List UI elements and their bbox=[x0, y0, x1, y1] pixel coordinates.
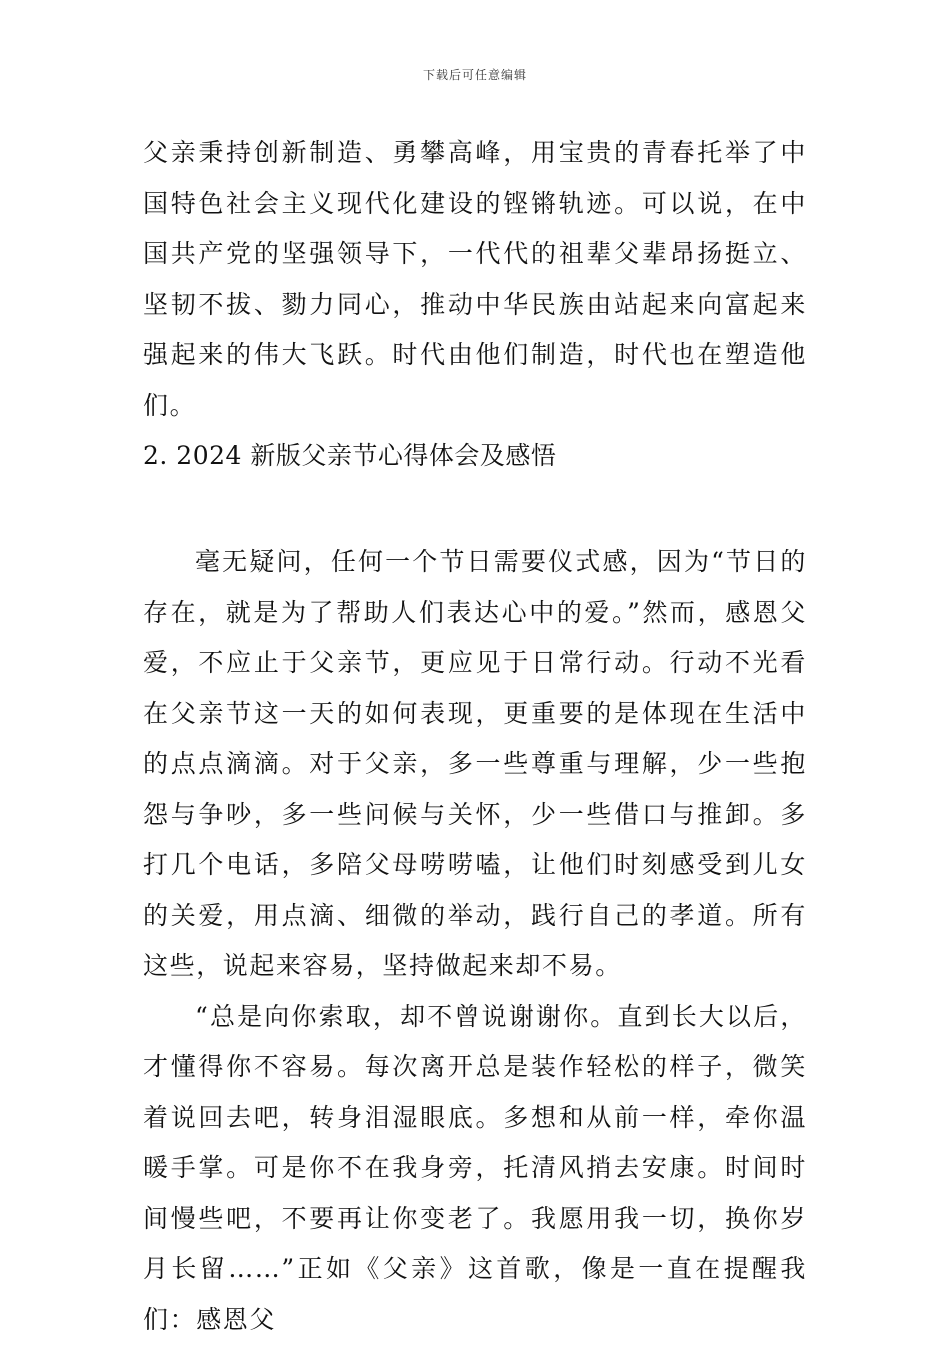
download-note: 下载后可任意编辑 bbox=[0, 66, 950, 83]
section-heading: 2. 2024 新版父亲节心得体会及感悟 bbox=[143, 431, 807, 481]
document-body bbox=[143, 128, 807, 1345]
section-spacer bbox=[143, 481, 807, 537]
paragraph-ritual-gratitude: 毫无疑问，任何一个节日需要仪式感，因为“节日的存在，就是为了帮助人们表达心中的爱。”然而，感恩父爱，不应止于父亲节，更应见于日常行动。行动不光看在父亲节这一天的如何表现，更重要的是体现在生活中的点点滴滴。对于父亲，多一些尊重与理解，少一些抱怨与争吵，多一些问候与关怀，少一些借口与推卸。多打几个电话，多陪父母唠唠嗑，让他们时刻感受到儿女的关爱，用点滴、细微的举动，践行自己的孝道。所有这些，说起来容易，坚持做起来却不易。 bbox=[143, 537, 807, 992]
paragraph-father-innovation: 父亲秉持创新制造、勇攀高峰，用宝贵的青春托举了中国特色社会主义现代化建设的铿锵轨迹。可以说，在中国共产党的坚强领导下，一代代的祖辈父辈昂扬挺立、坚韧不拔、勠力同心，推动中华民族由站起来向富起来强起来的伟大飞跃。时代由他们制造，时代也在塑造他们。 bbox=[143, 128, 807, 431]
paragraph-song-father: “总是向你索取，却不曾说谢谢你。直到长大以后，才懂得你不容易。每次离开总是装作轻松的样子，微笑着说回去吧，转身泪湿眼底。多想和从前一样，牵你温暖手掌。可是你不在我身旁，托清风捎去安康。时间时间慢些吧，不要再让你变老了。我愿用我一切，换你岁月长留……”正如《父亲》这首歌，像是一直在提醒我们：感恩父 bbox=[143, 992, 807, 1345]
